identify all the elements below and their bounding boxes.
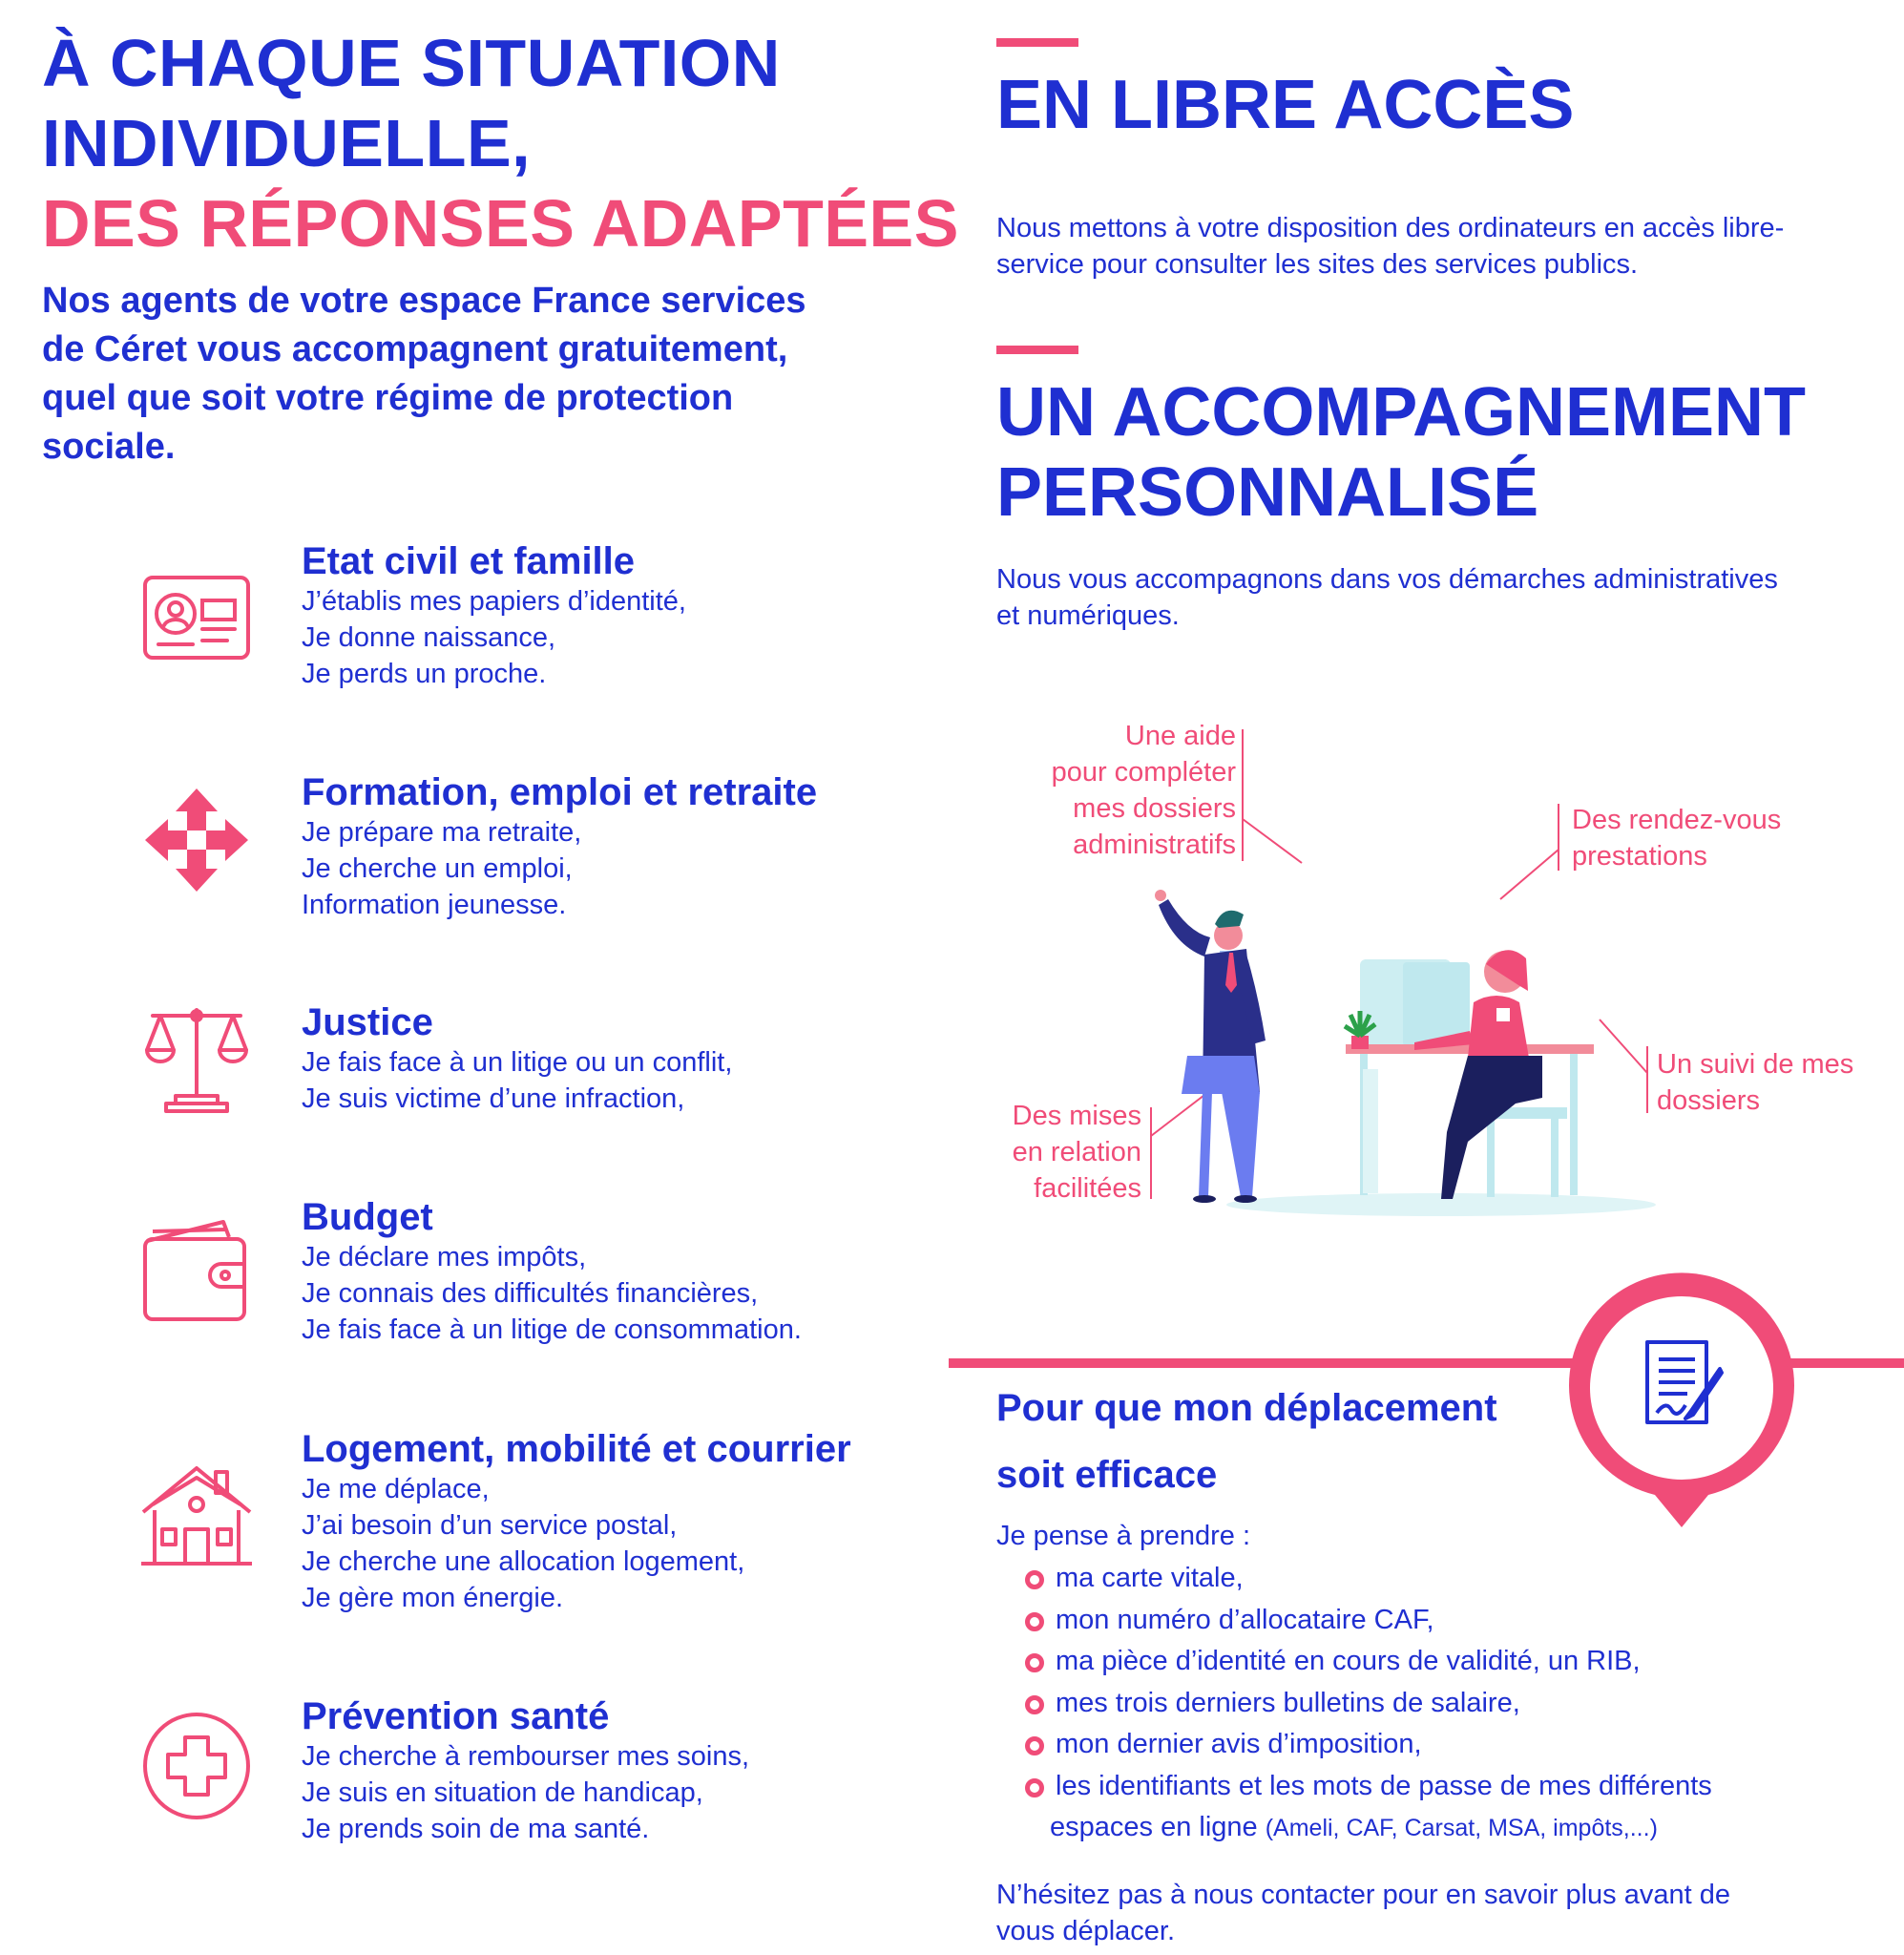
category-line: J’établis mes papiers d’identité, — [302, 586, 686, 617]
text-line: Nous vous accompagnons dans vos démarches administratives — [996, 564, 1778, 595]
category-line: Information jeunesse. — [302, 890, 567, 920]
callout-line: dossiers — [1657, 1085, 1760, 1116]
headline-line-1: À CHAQUE SITUATION — [42, 26, 781, 100]
title-line: Pour que mon déplacement — [996, 1387, 1497, 1429]
category-formation — [302, 770, 817, 923]
intro-paragraph — [42, 277, 853, 472]
section-accent-bar — [996, 38, 1078, 47]
text-line: vous déplacer. — [996, 1916, 1176, 1946]
scales-icon — [139, 1000, 254, 1115]
list-item — [996, 1766, 1855, 1850]
trip-title — [996, 1386, 1497, 1497]
callout-line: pour compléter — [1051, 757, 1236, 788]
callout-line: administratifs — [1073, 830, 1236, 860]
item-text: mes trois derniers bulletins de salaire, — [1056, 1687, 1520, 1718]
category-etat-civil — [302, 539, 686, 692]
intro-line: quel que soit votre régime de protection — [42, 378, 734, 418]
category-line: Je connais des difficultés financières, — [302, 1278, 759, 1309]
bullet-icon — [1025, 1653, 1044, 1672]
id-card-icon — [139, 560, 254, 675]
list-item — [996, 1641, 1855, 1683]
checklist — [996, 1558, 1855, 1850]
category-budget — [302, 1195, 802, 1348]
office-illustration — [1126, 706, 1890, 1241]
callout-line: Des rendez-vous — [1572, 805, 1782, 835]
category-line: Je fais face à un litige de consommation. — [302, 1314, 802, 1345]
intro-line: Nos agents de votre espace France services — [42, 281, 806, 321]
title-line: soit efficace — [996, 1454, 1218, 1496]
text-line: et numériques. — [996, 600, 1180, 631]
category-line: Je cherche une allocation logement, — [302, 1546, 745, 1577]
list-item — [996, 1724, 1855, 1766]
accompagnement-text — [996, 561, 1778, 634]
text-line: N’hésitez pas à nous contacter pour en savoir plus avant de — [996, 1880, 1730, 1910]
item-text: les identifiants et les mots de passe de mes différents — [1056, 1770, 1712, 1801]
category-line: Je cherche un emploi, — [302, 853, 573, 884]
item-text-small: (Ameli, CAF, Carsat, MSA, impôts,...) — [1265, 1815, 1658, 1841]
section-accent-bar — [996, 346, 1078, 354]
bullet-icon — [1025, 1778, 1044, 1797]
main-headline — [42, 23, 959, 263]
health-cross-icon — [139, 1709, 254, 1823]
item-text: espaces en ligne — [1050, 1812, 1258, 1842]
wallet-icon — [139, 1214, 254, 1329]
category-line: Je donne naissance, — [302, 622, 556, 653]
category-title: Etat civil et famille — [302, 540, 636, 582]
callout-line: prestations — [1572, 841, 1707, 872]
category-line: Je cherche à rembourser mes soins, — [302, 1741, 750, 1772]
text-line: service pour consulter les sites des services publics. — [996, 249, 1639, 280]
category-logement — [302, 1427, 851, 1616]
title-line: UN ACCOMPAGNEMENT — [996, 374, 1806, 451]
category-line: Je déclare mes impôts, — [302, 1242, 587, 1272]
category-title: Formation, emploi et retraite — [302, 771, 818, 813]
category-line: Je suis victime d’une infraction, — [302, 1083, 685, 1114]
list-item — [996, 1558, 1855, 1600]
callout-line: facilitées — [1034, 1173, 1141, 1204]
text-line: Nous mettons à votre disposition des ordinateurs en accès libre- — [996, 213, 1785, 243]
bullet-icon — [1025, 1612, 1044, 1631]
category-line: Je gère mon énergie. — [302, 1583, 564, 1613]
callout-mises — [983, 1098, 1141, 1207]
category-line: Je suis en situation de handicap, — [302, 1777, 703, 1808]
category-title: Justice — [302, 1001, 433, 1043]
callout-line: Des mises — [1012, 1101, 1141, 1131]
category-line: Je me déplace, — [302, 1474, 490, 1504]
category-title: Logement, mobilité et courrier — [302, 1428, 851, 1470]
accompagnement-title — [996, 372, 1806, 533]
item-text: mon dernier avis d’imposition, — [1056, 1729, 1422, 1759]
category-title: Prévention santé — [302, 1695, 610, 1737]
list-item — [996, 1683, 1855, 1725]
callout-line: mes dossiers — [1073, 793, 1236, 824]
callout-line: Un suivi de mes — [1657, 1049, 1854, 1080]
libre-acces-text — [996, 210, 1784, 283]
callout-line: Une aide — [1124, 721, 1236, 751]
bullet-icon — [1025, 1736, 1044, 1755]
headline-line-2: INDIVIDUELLE, — [42, 106, 532, 180]
item-text: ma carte vitale, — [1056, 1563, 1244, 1593]
category-sante — [302, 1694, 749, 1847]
house-icon — [139, 1459, 254, 1573]
bullet-icon — [1025, 1570, 1044, 1589]
category-line: J’ai besoin d’un service postal, — [302, 1510, 678, 1541]
bullet-icon — [1025, 1695, 1044, 1714]
intro-line: de Céret vous accompagnent gratuitement, — [42, 329, 788, 369]
category-title: Budget — [302, 1196, 433, 1238]
location-pin-icon — [1563, 1270, 1800, 1527]
item-text: ma pièce d’identité en cours de validité, un RIB, — [1056, 1646, 1641, 1676]
libre-acces-title: EN LIBRE ACCÈS — [996, 67, 1575, 143]
list-item — [996, 1600, 1855, 1642]
category-line: Je fais face à un litige ou un conflit, — [302, 1047, 733, 1078]
item-text: mon numéro d’allocataire CAF, — [1056, 1604, 1434, 1635]
headline-line-3: DES RÉPONSES ADAPTÉES — [42, 186, 959, 261]
trip-lead: Je pense à prendre : — [996, 1521, 1251, 1551]
category-line: Je prépare ma retraite, — [302, 817, 582, 848]
callout-line: en relation — [1012, 1137, 1141, 1167]
category-justice — [302, 1000, 732, 1117]
move-arrows-icon — [139, 783, 254, 897]
title-line: PERSONNALISÉ — [996, 454, 1539, 531]
category-line: Je perds un proche. — [302, 659, 547, 689]
contact-note — [996, 1877, 1730, 1949]
category-line: Je prends soin de ma santé. — [302, 1814, 650, 1844]
intro-line: sociale. — [42, 427, 176, 467]
